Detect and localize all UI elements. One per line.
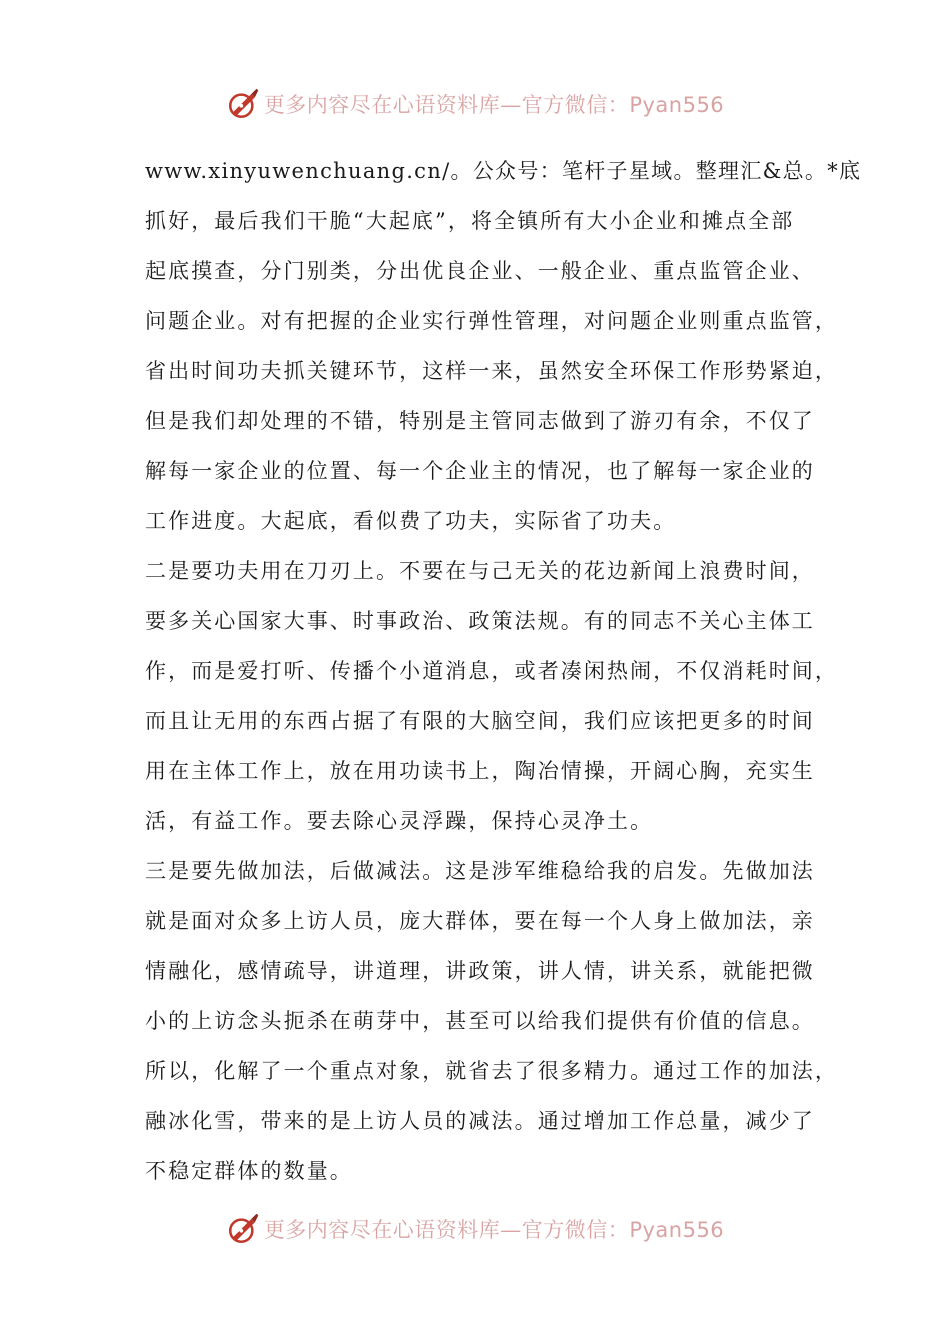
header-banner-label: 更多内容尽在心语资料库—官方微信： bbox=[263, 93, 630, 117]
body-line: 工作进度。大起底，看似费了功夫，实际省了功夫。 bbox=[145, 509, 677, 533]
footer-banner bbox=[0, 1207, 950, 1251]
body-line: 省出时间功夫抓关键环节，这样一来，虽然安全环保工作形势紧迫， bbox=[145, 359, 838, 383]
body-line: 二是要功夫用在刀刃上。不要在与己无关的花边新闻上浪费时间， bbox=[145, 559, 815, 583]
body-line: www.xinyuwenchuang.cn/。公众号：笔杆子星域。整理汇&总。*底 bbox=[145, 159, 862, 183]
body-line: 要多关心国家大事、时事政治、政策法规。有的同志不关心主体工 bbox=[145, 609, 815, 633]
body-line: 所以，化解了一个重点对象，就省去了很多精力。通过工作的加法， bbox=[145, 1059, 838, 1083]
pen-nib-logo-icon bbox=[226, 1212, 260, 1246]
footer-banner-text bbox=[264, 1214, 724, 1244]
body-line: 抓好，最后我们干脆“大起底”，将全镇所有大小企业和摊点全部 bbox=[145, 209, 795, 233]
header-wechat-id: Pyan556 bbox=[629, 93, 725, 117]
body-line: 不稳定群体的数量。 bbox=[145, 1159, 353, 1183]
body-line: 解每一家企业的位置、每一个企业主的情况，也了解每一家企业的 bbox=[145, 459, 815, 483]
header-banner bbox=[0, 82, 950, 126]
body-line: 就是面对众多上访人员，庞大群体，要在每一个人身上做加法，亲 bbox=[145, 909, 815, 933]
body-line: 但是我们却处理的不错，特别是主管同志做到了游刃有余，不仅了 bbox=[145, 409, 815, 433]
footer-banner-label: 更多内容尽在心语资料库—官方微信： bbox=[263, 1218, 630, 1242]
body-line: 活，有益工作。要去除心灵浮躁，保持心灵净土。 bbox=[145, 809, 654, 833]
document-body bbox=[145, 146, 862, 1196]
body-line: 三是要先做加法，后做减法。这是涉军维稳给我的启发。先做加法 bbox=[145, 859, 815, 883]
body-line: 问题企业。对有把握的企业实行弹性管理，对问题企业则重点监管， bbox=[145, 309, 838, 333]
body-line: 情融化，感情疏导，讲道理，讲政策，讲人情，讲关系，就能把微 bbox=[145, 959, 815, 983]
body-line: 融冰化雪，带来的是上访人员的减法。通过增加工作总量，减少了 bbox=[145, 1109, 815, 1133]
body-line: 起底摸查，分门别类，分出优良企业、一般企业、重点监管企业、 bbox=[145, 259, 815, 283]
footer-wechat-id: Pyan556 bbox=[629, 1218, 725, 1242]
body-line: 作，而是爱打听、传播个小道消息，或者凑闲热闹，不仅消耗时间， bbox=[145, 659, 838, 683]
body-line: 小的上访念头扼杀在萌芽中，甚至可以给我们提供有价值的信息。 bbox=[145, 1009, 815, 1033]
header-banner-text bbox=[264, 89, 724, 119]
pen-nib-logo-icon bbox=[226, 87, 260, 121]
body-line: 用在主体工作上，放在用功读书上，陶冶情操，开阔心胸，充实生 bbox=[145, 759, 815, 783]
body-line: 而且让无用的东西占据了有限的大脑空间，我们应该把更多的时间 bbox=[145, 709, 815, 733]
